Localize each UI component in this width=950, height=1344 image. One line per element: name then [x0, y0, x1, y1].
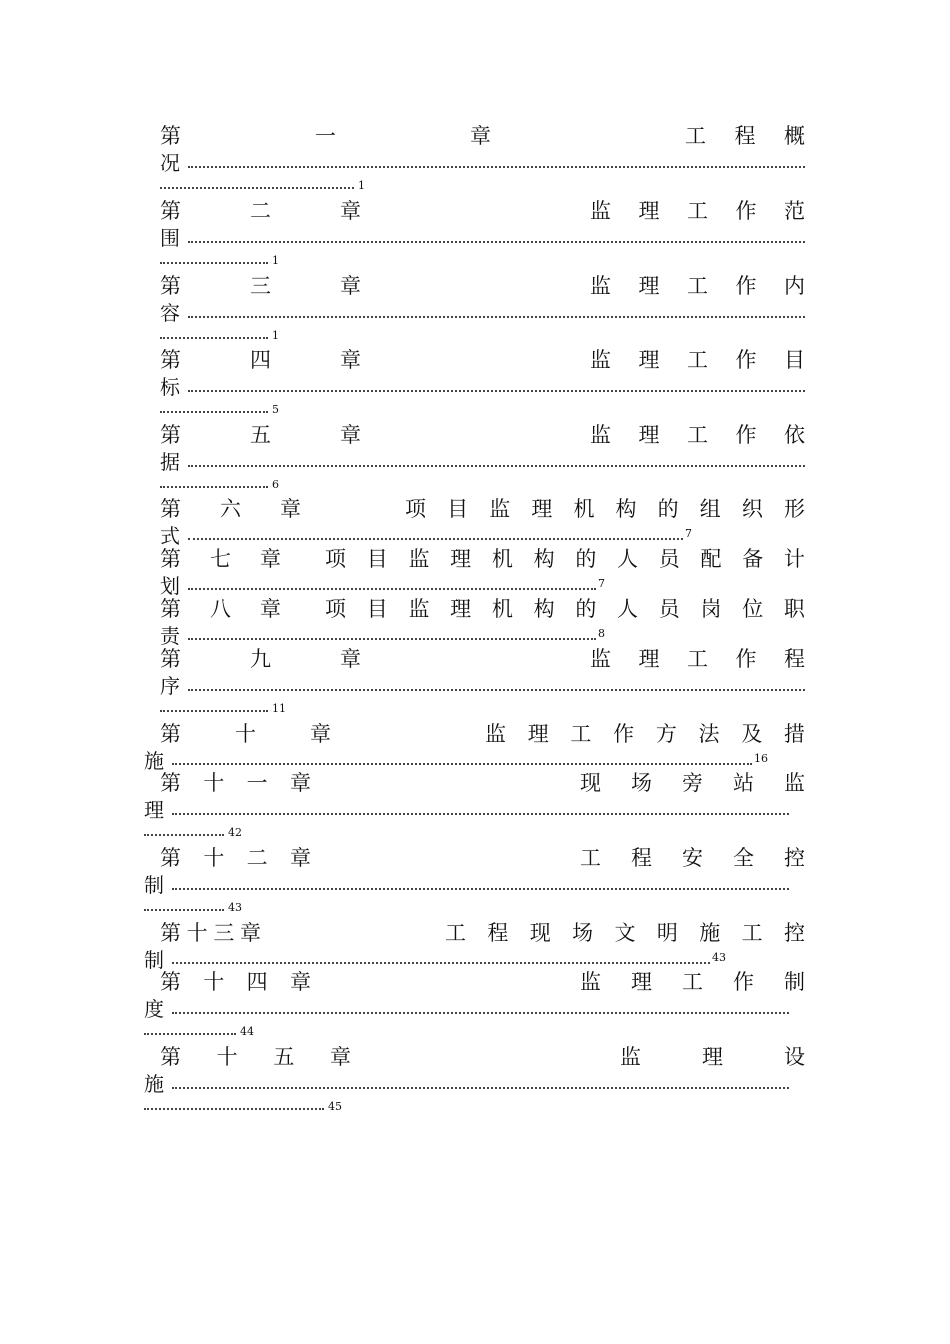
toc-leader-line: [160, 673, 805, 699]
toc-heading-line: [160, 272, 805, 300]
dot-leader: [160, 710, 268, 712]
toc-page-line: [144, 825, 248, 841]
toc-page-line: [144, 1024, 260, 1040]
toc-heading-line: [160, 495, 805, 523]
toc-heading-line: [160, 645, 805, 673]
chapter-number: 第 九 章: [160, 647, 361, 671]
toc-page-line: [144, 1099, 348, 1115]
chapter-title-last-char: 围: [160, 226, 180, 250]
dot-leader: [188, 390, 805, 392]
dot-leader: [188, 465, 805, 467]
chapter-title: 监 理 工 作 依: [590, 423, 805, 447]
page-number: 6: [272, 478, 279, 491]
toc-heading-line: [160, 720, 805, 748]
page-number: 43: [712, 951, 726, 964]
dot-leader: [188, 538, 683, 540]
toc-page-line: [160, 402, 292, 418]
toc-page-line: [160, 328, 292, 344]
toc-heading-line: [160, 595, 805, 623]
chapter-number: 第 十 章: [160, 722, 331, 746]
chapter-number: 第 七 章: [160, 547, 281, 571]
toc-page-line: [160, 477, 292, 493]
dot-leader: [172, 763, 752, 765]
chapter-title-last-char: 据: [160, 450, 180, 474]
page-number: 7: [685, 527, 692, 540]
chapter-title: 现 场 旁 站 监: [580, 771, 805, 795]
chapter-title-last-char: 容: [160, 301, 180, 325]
dot-leader: [188, 316, 805, 318]
chapter-title: 监 理 设: [620, 1045, 805, 1069]
chapter-title: 工 程 安 全 控: [580, 846, 805, 870]
chapter-title-last-char: 划: [160, 574, 180, 598]
chapter-title: 工 程 概: [685, 124, 805, 148]
page-number: 8: [598, 627, 605, 640]
chapter-number: 第 十 一 章: [160, 771, 311, 795]
chapter-title: 监 理 工 作 制: [580, 970, 805, 994]
toc-heading-line: [160, 844, 805, 872]
dot-leader: [172, 1012, 789, 1014]
dot-leader: [172, 813, 789, 815]
dot-leader: [188, 638, 596, 640]
dot-leader: [144, 1108, 324, 1110]
dot-leader: [160, 262, 268, 264]
toc-leader-line: [144, 797, 789, 823]
page-number: 11: [272, 702, 286, 715]
chapter-number: 第 四 章: [160, 348, 361, 372]
dot-leader: [160, 411, 268, 413]
toc-page-line: [144, 900, 248, 916]
toc-heading-line: [160, 346, 805, 374]
dot-leader: [144, 834, 224, 836]
toc-leader-line: [160, 300, 805, 326]
chapter-title: 项 目 监 理 机 构 的 人 员 配 备 计: [325, 547, 805, 571]
chapter-number: 第 八 章: [160, 597, 281, 621]
chapter-number: 第 十 五 章: [160, 1045, 351, 1069]
toc-leader-line: [160, 225, 805, 251]
chapter-title-last-char: 制: [144, 873, 164, 897]
page-number: 5: [272, 403, 279, 416]
toc-leader-line: [160, 374, 805, 400]
toc-heading-line: [160, 122, 805, 150]
toc-leader-line: [160, 449, 805, 475]
chapter-number: 第 五 章: [160, 423, 361, 447]
toc-leader-line: [144, 872, 789, 898]
toc-heading-line: [160, 545, 805, 573]
toc-heading-line: [160, 197, 805, 225]
page-number: 42: [228, 826, 242, 839]
chapter-title: 监 理 工 作 目: [590, 348, 805, 372]
dot-leader: [188, 588, 596, 590]
chapter-title-last-char: 施: [144, 749, 164, 773]
chapter-number: 第 六 章: [160, 497, 301, 521]
chapter-title-last-char: 施: [144, 1072, 164, 1096]
dot-leader: [172, 962, 710, 964]
chapter-title-last-char: 序: [160, 674, 180, 698]
dot-leader: [160, 337, 268, 339]
chapter-title: 监 理 工 作 范: [590, 199, 805, 223]
page-number: 1: [272, 254, 279, 267]
chapter-title-last-char: 标: [160, 375, 180, 399]
page-number: 7: [598, 577, 605, 590]
toc-leader-line: [144, 996, 789, 1022]
toc-page-line: [160, 178, 378, 194]
dot-leader: [144, 909, 224, 911]
chapter-title: 项 目 监 理 机 构 的 人 员 岗 位 职: [325, 597, 805, 621]
chapter-title-last-char: 度: [144, 997, 164, 1021]
dot-leader: [172, 1087, 789, 1089]
chapter-title: 监 理 工 作 方 法 及 措: [485, 722, 805, 746]
chapter-title: 工 程 现 场 文 明 施 工 控: [445, 921, 805, 945]
chapter-title: 监 理 工 作 程: [590, 647, 805, 671]
page-number: 43: [228, 901, 242, 914]
chapter-title-last-char: 责: [160, 624, 180, 648]
chapter-title-last-char: 理: [144, 798, 164, 822]
page-number: 16: [754, 752, 768, 765]
toc-heading-line: [160, 1043, 805, 1071]
page-number: 44: [240, 1025, 254, 1038]
page-number: 1: [272, 329, 279, 342]
toc-heading-line: [160, 421, 805, 449]
chapter-number: 第 十 三 章: [160, 921, 261, 945]
page-number: 45: [328, 1100, 342, 1113]
dot-leader: [144, 1033, 236, 1035]
chapter-number: 第 三 章: [160, 274, 361, 298]
dot-leader: [160, 486, 268, 488]
toc-heading-line: [160, 769, 805, 797]
dot-leader: [188, 166, 805, 168]
chapter-number: 第 二 章: [160, 199, 361, 223]
chapter-title: 监 理 工 作 内: [590, 274, 805, 298]
chapter-title-last-char: 制: [144, 948, 164, 972]
toc-page-line: [160, 253, 292, 269]
toc-page-line: [160, 701, 292, 717]
dot-leader: [188, 241, 805, 243]
dot-leader: [188, 689, 805, 691]
dot-leader: [172, 888, 789, 890]
dot-leader: [160, 187, 354, 189]
page-number: 1: [358, 179, 365, 192]
chapter-title-last-char: 况: [160, 151, 180, 175]
toc-leader-line: [144, 1071, 789, 1097]
toc-leader-line: [160, 150, 805, 176]
chapter-number: 第 一 章: [160, 124, 491, 148]
chapter-number: 第 十 二 章: [160, 846, 311, 870]
chapter-title: 项 目 监 理 机 构 的 组 织 形: [405, 497, 805, 521]
toc-heading-line: [160, 919, 805, 947]
chapter-number: 第 十 四 章: [160, 970, 311, 994]
toc-heading-line: [160, 968, 805, 996]
chapter-title-last-char: 式: [160, 524, 180, 548]
